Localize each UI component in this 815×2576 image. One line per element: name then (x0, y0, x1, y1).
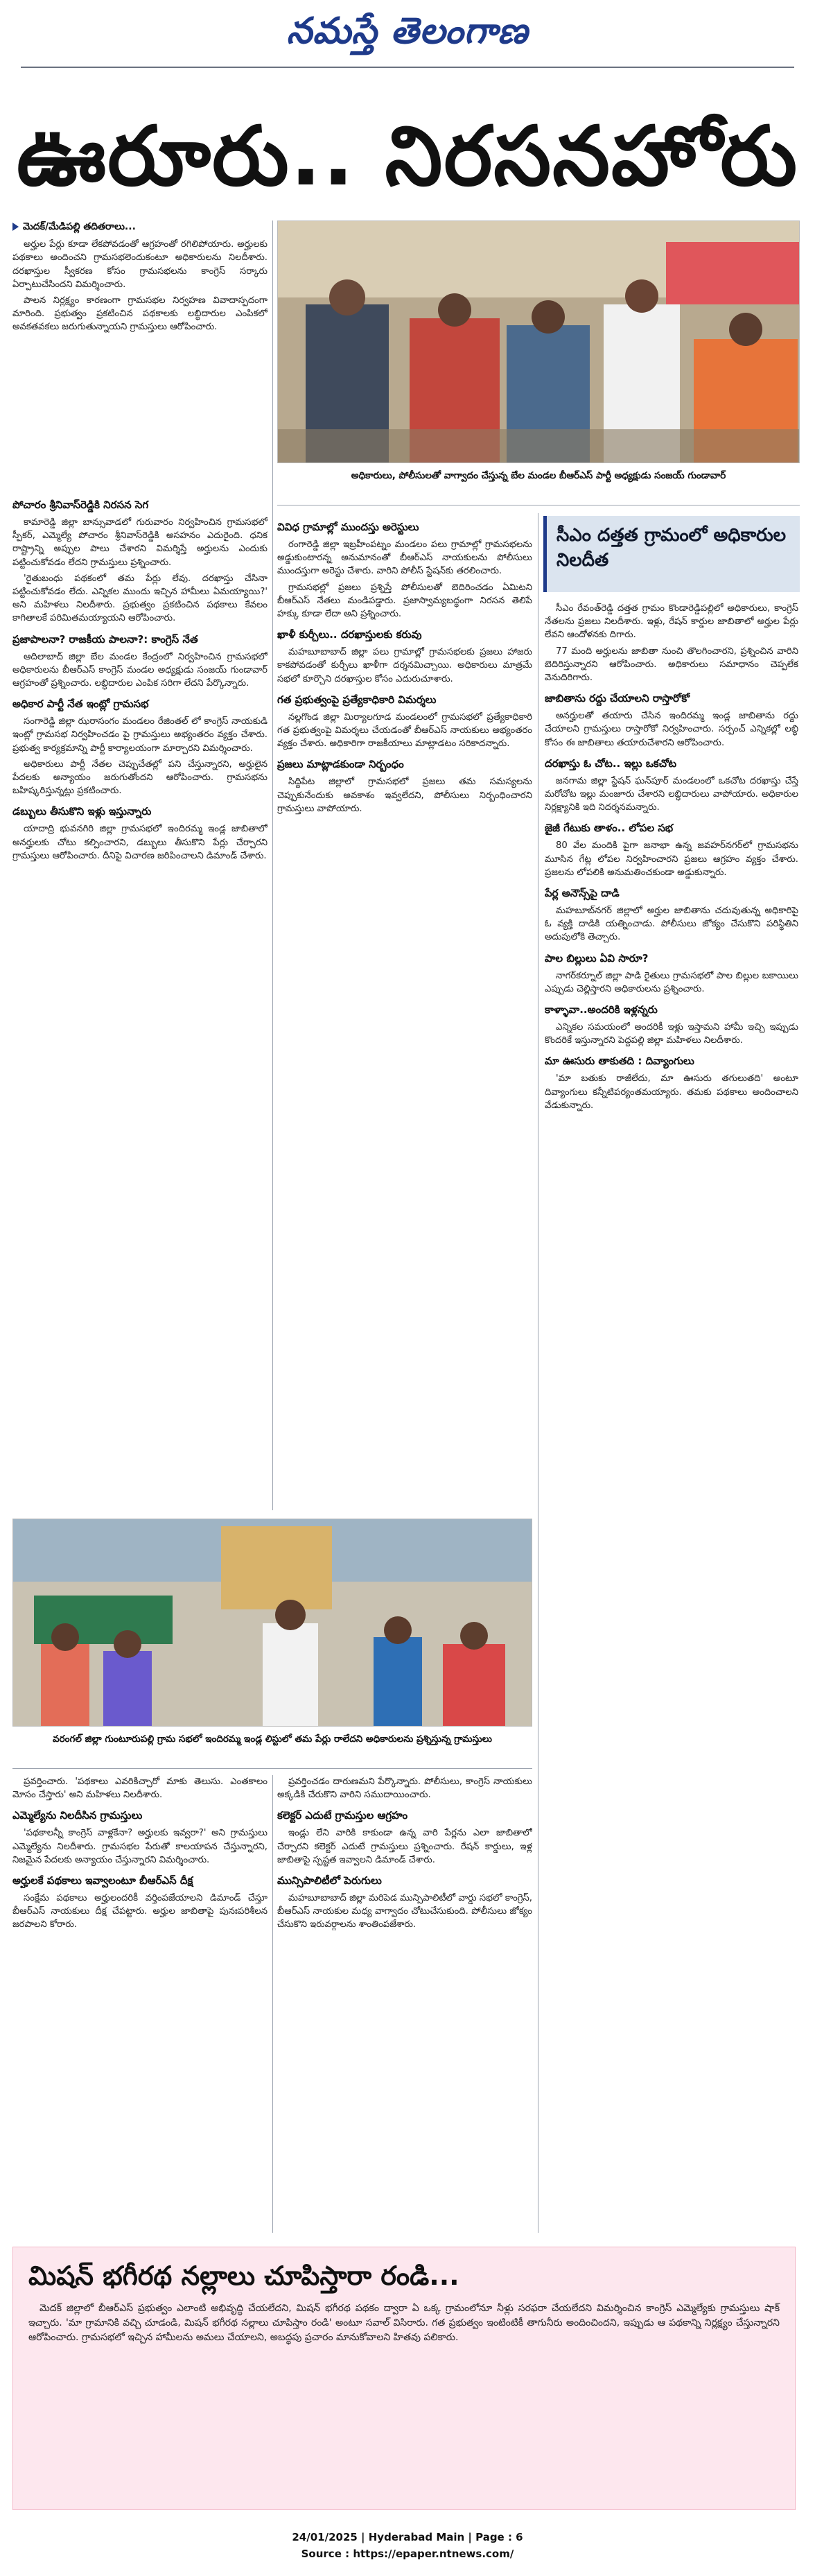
subheading: ఎమ్మెల్యేను నిలదీసిన గ్రామస్తులు (12, 1809, 143, 1822)
intro-paragraph: అర్హుల పేర్లు కూడా లేకపోవడంతో ఆగ్రహంతో రగిలిపోయారు. అర్హులకు పథకాలు అందించని గ్రామసభలెందుకంటూ అధికారులను నిలదీశారు. దరఖాస్తుల స్వీకరణ కోసం గ్రామసభలను కాంగ్రెస్ సర్కారు ఏర్పాటుచేసిందని విమర్శించారు. (12, 239, 268, 290)
masthead-rule (21, 67, 794, 68)
news-photo-officials (277, 221, 800, 463)
paragraph: రంగారెడ్డి జిల్లా ఇబ్రహీంపట్నం మండలం పలు గ్రామాల్లో గ్రామసభలను అడ్డుకుంటారన్న అనుమానంతో బీఆర్ఎస్ నాయకులను పోలీసులు ముందస్తుగా అరెస్టు చేశారు. వారిని పోలీస్ స్టేషన్‌కు తరలించారు. (277, 539, 532, 577)
intro-column (12, 221, 268, 484)
paragraph: 'మా బతుకు రాజీలేదు, మా ఊసురు తగులుతది' అంటూ దివ్యాంగులు కన్నీటిపర్యంతమయ్యారు. తమకు పథకాలు అందించాలని వేడుకున్నారు. (545, 1073, 798, 1111)
paragraph: సీఎం రేవంత్‌రెడ్డి దత్తత గ్రామం కొండారెడ్డిపల్లిలో అధికారులు, కాంగ్రెస్ నేతలను ప్రజలు నిలదీశారు. ఇళ్లు, రేషన్ కార్డుల జాబితాలో అర్హుల పేర్లు లేవని ఆందోళనకు దిగారు. (545, 603, 798, 641)
villagers-photo-illustration (13, 1519, 532, 1727)
paragraph: సిద్దిపేట జిల్లాలో గ్రామసభలో ప్రజలు తమ సమస్యలను చెప్పుకునేందుకు అవకాశం ఇవ్వలేదని, పోలీసులు నిర్బంధించారని గ్రామస్తులు వాపోయారు. (277, 777, 532, 814)
subheading: ఖాళీ కుర్చీలు.. దరఖాస్తులకు కరువు (277, 628, 422, 641)
left-article-column (12, 491, 268, 1510)
news-photo-villagers (12, 1519, 532, 1727)
paragraph: ప్రవర్తించారు. 'పథకాలు ఎవరికిచ్చారో మాకు తెలుసు. ఎంతకాలం మోసం చేస్తారు' అని మహిళలు నిలదీశారు. (12, 1777, 268, 1801)
paragraph: 77 మంది అర్హులను జాబితా నుంచి తొలగించారని, ప్రశ్నించిన వారిని బెదిరిస్తున్నారని ఆరోపించారు. అధికారులు సమాధానం చెప్పలేక వెనుదిరిగారు. (545, 646, 798, 684)
subheading: ప్రజలు మాట్లాడకుండా నిర్బంధం (277, 758, 404, 771)
paragraph: ఇండ్లు లేని వారికి కాకుండా ఉన్న వారి పేర్లను ఎలా జాబితాలో చేర్చారని కలెక్టర్ ఎదుటే గ్రామస్తులు ప్రశ్నించారు. రేషన్ కార్డులు, ఇళ్ల జాబితాపై స్పష్టత ఇవ్వాలని డిమాండ్ చేశారు. (277, 1828, 532, 1865)
paragraph: యాదాద్రి భువనగిరి జిల్లా గ్రామసభలో ఇందిరమ్మ ఇండ్ల జాబితాలో అనర్హులకు చోటు కల్పించారని, డబ్బులు తీసుకొని పేర్లు చేర్చారని గ్రామస్తులు ఆరోపించారు. దీనిపై విచారణ జరిపించాలని డిమాండ్ చేశారు. (12, 824, 268, 861)
subheading: జాబితాను రద్దు చేయాలని రాస్తారోకో (545, 692, 690, 705)
paragraph: ఎన్నికల సమయంలో అందరికీ ఇళ్లు ఇస్తామని హామీ ఇచ్చి ఇప్పుడు కొందరికే ఇస్తున్నారని పెద్దపల్లి జిల్లా మహిళలు నిలదీశారు. (545, 1022, 798, 1046)
arrow-icon (12, 223, 19, 231)
photo-caption: వరంగల్ జిల్లా గుంటూరుపల్లి గ్రామ సభలో ఇందిరమ్మ ఇండ్ల లిస్టులో తమ పేర్లు రాలేదని అధికారులను ప్రశ్నిస్తున్న గ్రామస్తులు (53, 1734, 492, 1745)
lower-left-column (12, 1775, 268, 2233)
middle-article-column (277, 513, 532, 1505)
subheading: అర్హులకే పథకాలు ఇవ్వాలంటూ బీఆర్ఎస్ దీక్ష (12, 1874, 193, 1887)
divider (12, 1768, 532, 1769)
paragraph: 80 వేల మందికి పైగా జనాభా ఉన్న జవహర్‌నగర్‌లో గ్రామసభను మూసిన గేట్ల లోపల నిర్వహించారని ప్రజలు ఆగ్రహం వ్యక్తం చేశారు. ప్రజలను లోపలికి అనుమతించకుండా అడ్డుకున్నారు. (545, 840, 798, 878)
subheading: మా ఊసురు తాకుతది : దివ్యాంగులు (545, 1055, 694, 1068)
paragraph: జనగామ జిల్లా స్టేషన్ ఘన్‌పూర్ మండలంలో ఒకచోట దరఖాస్తు చేస్తే మరోచోట ఇల్లు మంజూరు చేశారని లబ్ధిదారులు వాపోయారు. అధికారుల నిర్లక్ష్యానికి ఇది నిదర్శనమన్నారు. (545, 775, 798, 813)
mission-heading: మిషన్ భగీరథ నల్లాలు చూపిస్తారా రండి... (28, 2261, 459, 2291)
column-divider (272, 221, 273, 1510)
subheading: అధికార పార్టీ నేత ఇంట్లో గ్రామసభ (12, 698, 149, 711)
mission-bhagiratha-box (12, 2247, 796, 2510)
paragraph: మహబూబాబాద్ జిల్లా మరిపెడ మున్సిపాలిటీలో వార్డు సభలో కాంగ్రెస్, బీఆర్ఎస్ నాయకుల మధ్య వాగ్వాదం చోటుచేసుకుంది. పోలీసులు జోక్యం చేసుకొని ఇరువర్గాలను శాంతింపజేశారు. (277, 1893, 532, 1930)
subheading: డబ్బులు తీసుకొని ఇళ్లు ఇస్తున్నారు (12, 805, 152, 818)
subheading: వివిధ గ్రామాల్లో ముందస్తు అరెస్టులు (277, 521, 419, 533)
subheading: పోచారం శ్రీనివాస్‌రెడ్డికి నిరసన సెగ (12, 499, 149, 511)
paragraph: నల్లగొండ జిల్లా మిర్యాలగూడ మండలంలో గ్రామసభలో ప్రత్యేకాధికారి గత ప్రభుత్వంపై విమర్శలు చేయడంతో బీఆర్ఎస్ నాయకులు అభ్యంతరం వ్యక్తం చేశారు. అధికారిగా రాజకీయాలు మాట్లాడటం సరికాదన్నారు. (277, 711, 532, 750)
right-article-column (545, 602, 798, 2231)
masthead (0, 0, 815, 76)
paragraph: నాగర్‌కర్నూల్ జిల్లా పాడి రైతులు గ్రామసభలో పాల బిల్లుల బకాయిలు ఎప్పుడు చెల్లిస్తారని అధికారులను ప్రశ్నించారు. (545, 970, 798, 994)
subheading: పేర్ల అనౌన్స్‌పై దాడి (545, 887, 620, 900)
photo-caption: అధికారులు, పోలీసులతో వాగ్వాదం చేస్తున్న బేల మండల బీఆర్ఎస్ పార్టీ అధ్యక్షుడు సంజయ్ గుండావార్ (351, 470, 726, 481)
footer-source: Source : https://epaper.ntnews.com/ (301, 2548, 514, 2560)
brand-title: నమస్తే తెలంగాణ (286, 10, 529, 52)
paragraph: మహబూబాబాద్ జిల్లా పలు గ్రామాల్లో గ్రామసభలకు ప్రజలు హాజరు కాకపోవడంతో కుర్చీలు ఖాళీగా దర్శనమిచ్చాయి. అధికారులు మాత్రమే సభలో కూర్చొని దరఖాస్తుల కోసం ఎదురుచూశారు. (277, 647, 532, 684)
subheading: కాళ్ళావా..అందరికి ఇళ్లన్నరు (545, 1003, 658, 1017)
paragraph: గ్రామసభల్లో ప్రజలు ప్రశ్నిస్తే పోలీసులతో బెదిరించడం ఏమిటని బీఆర్ఎస్ నేతలు మండిపడ్డారు. ప్రజాస్వామ్యబద్ధంగా నిరసన తెలిపే హక్కు కూడా లేదా అని ప్రశ్నించారు. (277, 582, 532, 620)
paragraph: ప్రవర్తించడం దారుణమని పేర్కొన్నారు. పోలీసులు, కాంగ్రెస్ నాయకులు అక్కడికి చేరుకొని వారిని సముదాయించారు. (277, 1777, 532, 1801)
subheading: కలెక్టర్ ఎదుటే గ్రామస్తుల ఆగ్రహం (277, 1809, 408, 1822)
headline: ఊరూరు.. నిరసనహోరు (16, 108, 799, 204)
subheading: మున్సిపాలిటీలో పెరుగులు (277, 1874, 382, 1887)
paragraph: అధికారులు పార్టీ నేతల చెప్పుచేతల్లో పని చేస్తున్నారని, అర్హులైన పేదలకు అన్యాయం జరుగుతోందని ఆరోపించారు. గ్రామసభను బహిష్కరిస్తున్నట్లు ప్రకటించారు. (12, 759, 268, 797)
paragraph: అనర్హులతో తయారు చేసిన ఇందిరమ్మ ఇండ్ల జాబితాను రద్దు చేయాలని గ్రామస్తులు రాస్తారోకో నిర్వహించారు. సర్పంచ్ ఎన్నికల్లో లబ్ధి కోసం ఈ జాబితాలు తయారుచేశారని ఆరోపించారు. (545, 711, 798, 748)
paragraph: 'రైతుబంధు పథకంలో తమ పేర్లు లేవు. దరఖాస్తు చేసినా పట్టించుకోవడం లేదు. ఎన్నికల ముందు ఇచ్చిన హామీలు ఏమయ్యాయి?' అని మహిళలు నిలదీశారు. ప్రభుత్వం ప్రకటించిన పథకాలు కేవలం కాగితాలకే పరిమితమయ్యాయని ఆరోపించారు. (12, 573, 268, 624)
subheading: ప్రజాపాలనా? రాజకీయ పాలనా?: కాంగ్రెస్ నేత (12, 632, 198, 646)
subheading: పాల బిల్లులు ఏవి సారూ? (545, 951, 649, 965)
subheading: దరఖాస్తు ఓ చోట.. ఇల్లు ఒకచోట (545, 757, 677, 770)
paragraph: సంక్షేమ పథకాలు అర్హులందరికీ వర్తింపజేయాలని డిమాండ్ చేస్తూ బీఆర్ఎస్ నాయకులు దీక్ష చేపట్టారు. అర్హుల జాబితాపై పునఃపరిశీలన జరపాలని కోరారు. (12, 1893, 268, 1930)
intro-paragraph: పాలన నిర్లక్ష్యం కారణంగా గ్రామసభల నిర్వహణ వివాదాస్పదంగా మారింది. ప్రభుత్వం ప్రకటించిన పథకాలకు లబ్ధిదారుల ఎంపికలో అవకతవకలు జరుగుతున్నాయని గ్రామస్తులు ఆరోపించారు. (12, 295, 268, 333)
paragraph: సంగారెడ్డి జిల్లా ఝరాసంగం మండలం రేజింతల్ లో కాంగ్రెస్ నాయకుడి ఇంట్లో గ్రామసభ నిర్వహించడం పై గ్రామస్తులు అభ్యంతరం వ్యక్తం చేశారు. ప్రభుత్వ కార్యక్రమాన్ని పార్టీ కార్యాలయంగా మార్చారని విమర్శించారు. (12, 716, 268, 754)
subheading: గత ప్రభుత్వంపై ప్రత్యేకాధికారి విమర్శలు (277, 693, 437, 706)
crowd-photo-illustration (278, 221, 800, 463)
lower-middle-column (277, 1775, 532, 2233)
mission-body: మెదక్ జిల్లాలో బీఆర్ఎస్ ప్రభుత్వం ఎలాంటి అభివృద్ధి చేయలేదని, మిషన్ భగీరథ పథకం ద్వారా ఏ ఒక్క గ్రామంలోనూ నీళ్లు సరఫరా చేయలేదని విమర్శించిన కాంగ్రెస్ ఎమ్మెల్యేకు గ్రామస్తులు షాక్ ఇచ్చారు. 'మా గ్రామానికి వచ్చి చూడండి, మిషన్ భగీరథ నల్లాలు చూపిస్తాం రండి' అంటూ సవాల్ విసిరారు. గత ప్రభుత్వం ఇంటింటికీ తాగునీరు అందించిందని, ఇప్పుడు ఆ పథకాన్ని నిర్లక్ష్యం చేస్తున్నారని ఆరోపించారు. గ్రామసభలో ఇచ్చిన హామీలను అమలు చేయాలని, అబద్ధపు ప్రచారం మానుకోవాలని హితవు పలికారు. (28, 2303, 780, 2343)
subheading: జైజీ గేటుకు తాళం.. లోపల సభ (545, 822, 674, 835)
cm-village-box-heading: సీఎం దత్తత గ్రామంలో అధికారుల నిలదీత (543, 516, 800, 592)
footer-date-page: 24/01/2025 | Hyderabad Main | Page : 6 (292, 2531, 523, 2543)
paragraph: మహబూబ్‌నగర్ జిల్లాలో అర్హుల జాబితాను చదువుతున్న అధికారిపై ఓ వ్యక్తి దాడికి యత్నించాడు. పోలీసులు జోక్యం చేసుకొని పరిస్థితిని అదుపులోకి తెచ్చారు. (545, 906, 798, 943)
paragraph: 'పథకాలన్నీ కాంగ్రెస్ వాళ్లకేనా? అర్హులకు ఇవ్వరా?' అని గ్రామస్తులు ఎమ్మెల్యేను నిలదీశారు. గ్రామసభల పేరుతో కాలయాపన చేస్తున్నారని, నిజమైన పేదలకు అన్యాయం చేస్తున్నారని విమర్శించారు. (12, 1828, 268, 1865)
dateline: మెదక్/మేడిపల్లి తదితరాలు... (12, 221, 268, 234)
column-divider (272, 1775, 273, 2233)
paragraph: కామారెడ్డి జిల్లా బాన్సువాడలో గురువారం నిర్వహించిన గ్రామసభలో స్పీకర్, ఎమ్మెల్యే పోచారం శ్రీనివాస్‌రెడ్డికి అసహనం ఎదురైంది. ధనిక రాష్ట్రాన్ని అప్పుల పాలు చేశారని విమర్శిస్తే అర్హులను ఎందుకు పట్టించుకోవడం లేదని గ్రామస్తులు ప్రశ్నించారు. (12, 517, 268, 568)
paragraph: ఆదిలాబాద్ జిల్లా బేల మండల కేంద్రంలో నిర్వహించిన గ్రామసభలో అధికారులను బీఆర్ఎస్ కాంగ్రెస్ మండల అధ్యక్షుడు సంజయ్ గుండావార్ ఆగ్రహంతో ప్రశ్నించారు. లబ్ధిదారుల ఎంపిక సరిగా లేదని పేర్కొన్నారు. (12, 651, 268, 689)
